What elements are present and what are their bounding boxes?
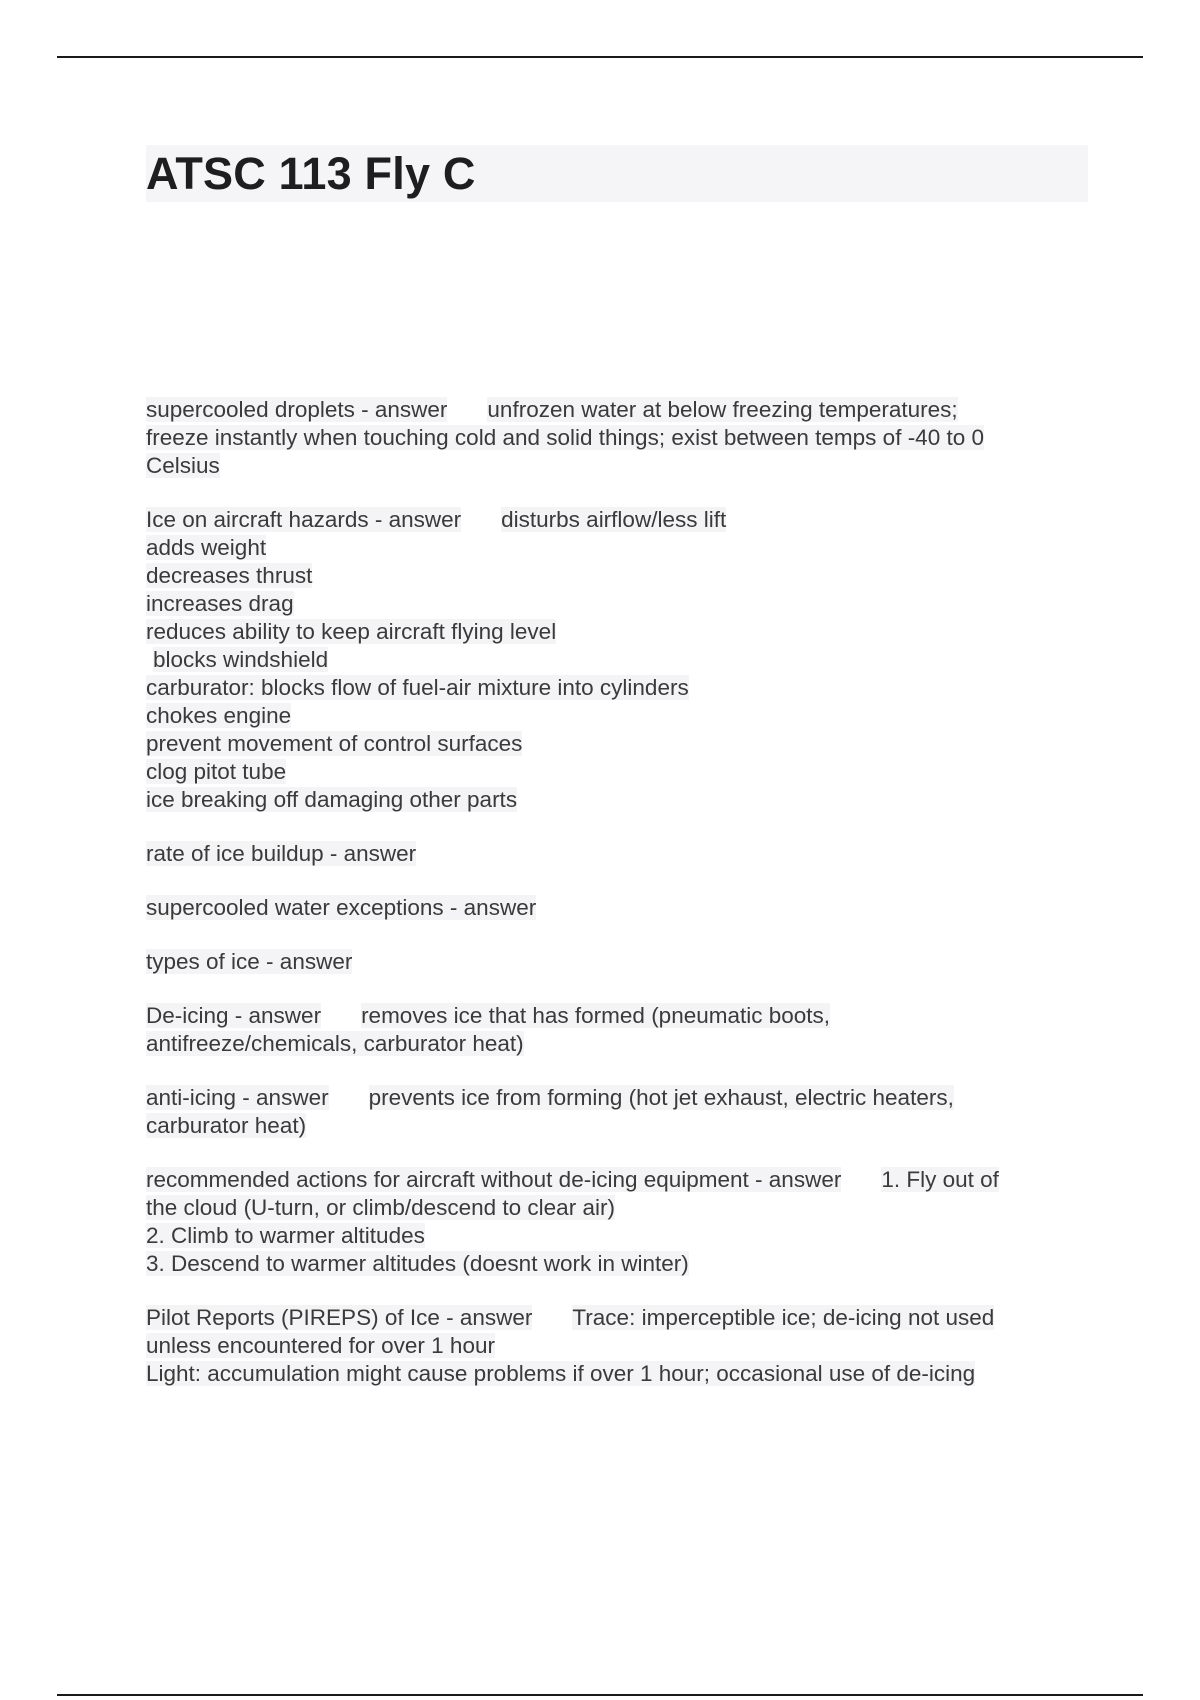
flashcard-definition-line: carburator: blocks flow of fuel-air mixture into cylinders: [146, 675, 689, 700]
flashcard-definition-line: Trace: imperceptible ice; de-icing not used: [572, 1305, 995, 1330]
flashcard-entry: [146, 1166, 1086, 1278]
flashcard-definition-line: adds weight: [146, 535, 267, 560]
flashcard-definition-line: Celsius: [146, 453, 220, 478]
flashcard-definition-line: antifreeze/chemicals, carburator heat): [146, 1031, 524, 1056]
flashcard-definition-line: prevents ice from forming (hot jet exhaust, electric heaters,: [368, 1085, 954, 1110]
flashcard-definition-line: chokes engine: [146, 703, 292, 728]
flashcard-definition-line: unfrozen water at below freezing temperatures;: [487, 397, 958, 422]
flashcard-entry: [146, 1002, 1086, 1058]
top-rule: [57, 56, 1143, 58]
flashcard-definition-line: reduces ability to keep aircraft flying level: [146, 619, 557, 644]
flashcard-term: Ice on aircraft hazards - answer: [146, 507, 462, 532]
flashcard-entry: [146, 396, 1086, 480]
flashcard-term: supercooled water exceptions - answer: [146, 895, 537, 920]
flashcard-definition-line: 3. Descend to warmer altitudes (doesnt work in winter): [146, 1251, 689, 1276]
flashcard-definition-line: the cloud (U-turn, or climb/descend to clear air): [146, 1195, 615, 1220]
flashcard-term: recommended actions for aircraft without de-icing equipment - answer: [146, 1167, 842, 1192]
flashcard-term: anti-icing - answer: [146, 1085, 329, 1110]
flashcard-list: [146, 396, 1086, 1414]
flashcard-definition-line: increases drag: [146, 591, 294, 616]
flashcard-entry: [146, 894, 1086, 922]
flashcard-definition-line: unless encountered for over 1 hour: [146, 1333, 495, 1358]
flashcard-definition-line: 2. Climb to warmer altitudes: [146, 1223, 425, 1248]
flashcard-definition-line: ice breaking off damaging other parts: [146, 787, 518, 812]
flashcard-entry: [146, 1304, 1086, 1388]
flashcard-definition-line: 1. Fly out of: [881, 1167, 999, 1192]
flashcard-definition-line: disturbs airflow/less lift: [501, 507, 727, 532]
flashcard-entry: [146, 506, 1086, 814]
flashcard-definition-line: freeze instantly when touching cold and solid things; exist between temps of -40 to 0: [146, 425, 984, 450]
flashcard-definition-line: decreases thrust: [146, 563, 313, 588]
document-title: ATSC 113 Fly C: [146, 148, 476, 199]
flashcard-term: supercooled droplets - answer: [146, 397, 448, 422]
flashcard-definition-line: clog pitot tube: [146, 759, 287, 784]
flashcard-definition-line: removes ice that has formed (pneumatic boots,: [361, 1003, 831, 1028]
flashcard-definition-line: carburator heat): [146, 1113, 307, 1138]
flashcard-term: types of ice - answer: [146, 949, 353, 974]
flashcard-entry: [146, 1084, 1086, 1140]
flashcard-entry: [146, 948, 1086, 976]
flashcard-term: De-icing - answer: [146, 1003, 322, 1028]
flashcard-term: rate of ice buildup - answer: [146, 841, 417, 866]
flashcard-definition-line: Light: accumulation might cause problems if over 1 hour; occasional use of de-icing: [146, 1361, 976, 1386]
flashcard-entry: [146, 840, 1086, 868]
flashcard-definition-line: blocks windshield: [153, 647, 329, 672]
bottom-rule: [57, 1694, 1143, 1696]
flashcard-term: Pilot Reports (PIREPS) of Ice - answer: [146, 1305, 533, 1330]
flashcard-definition-line: prevent movement of control surfaces: [146, 731, 523, 756]
